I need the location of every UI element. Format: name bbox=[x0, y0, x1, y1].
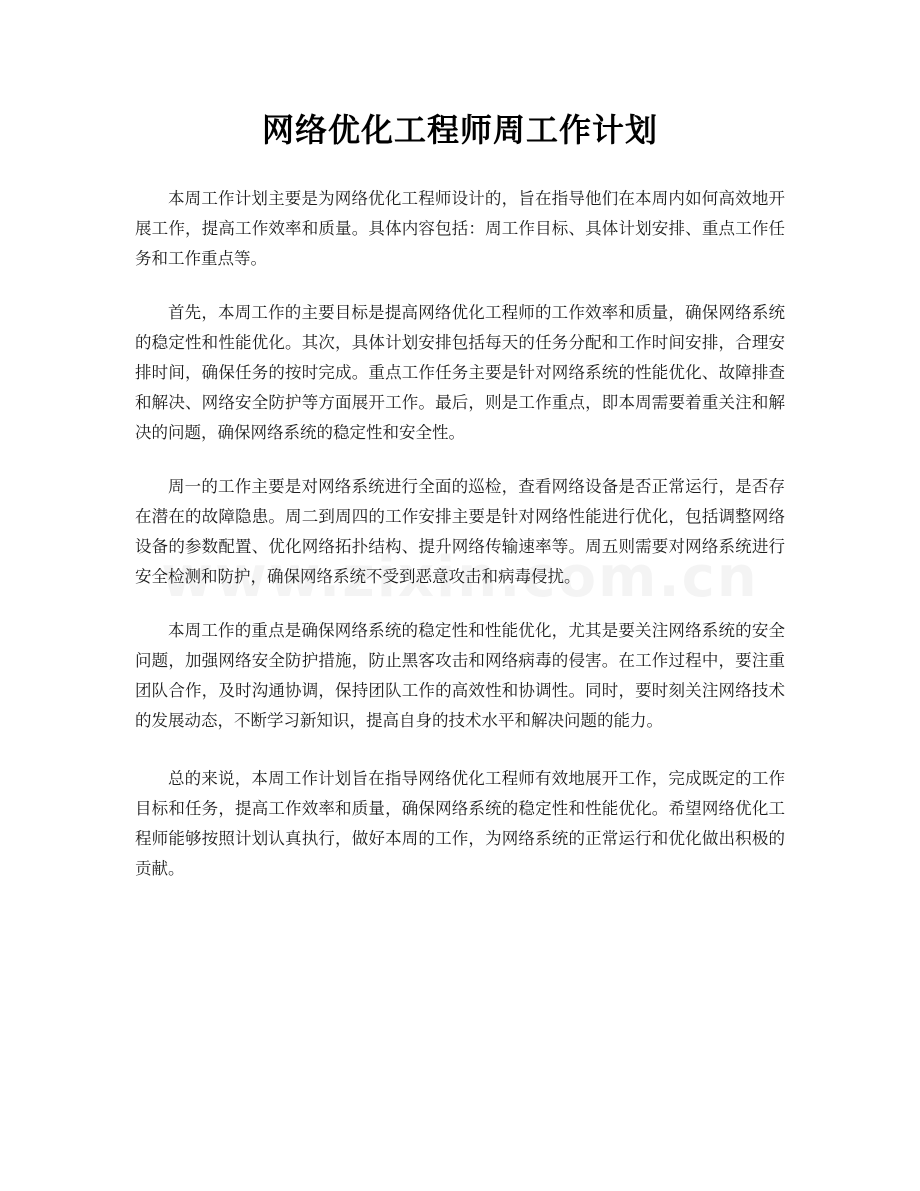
paragraph-focus: 本周工作的重点是确保网络系统的稳定性和性能优化，尤其是要关注网络系统的安全问题，加强网络安全防护措施，防止黑客攻击和网络病毒的侵害。在工作过程中，要注重团队合作，及时沟通协调，保持团队工作的高效性和协调性。同时，要时刻关注网络技术的发展动态，不断学习新知识，提高自身的技术水平和解决问题的能力。 bbox=[135, 621, 785, 730]
paragraph-summary: 总的来说，本周工作计划旨在指导网络优化工程师有效地展开工作，完成既定的工作目标和任务，提高工作效率和质量，确保网络系统的稳定性和性能优化。希望网络优化工程师能够按照计划认真执行，做好本周的工作，为网络系统的正常运行和优化做出积极的贡献。 bbox=[135, 769, 785, 878]
paragraph-schedule: 周一的工作主要是对网络系统进行全面的巡检，查看网络设备是否正常运行，是否存在潜在的故障隐患。周二到周四的工作安排主要是针对网络性能进行优化，包括调整网络设备的参数配置、优化网络拓扑结构、提升网络传输速率等。周五则需要对网络系统进行安全检测和防护，确保网络系统不受到恶意攻击和病毒侵扰。 bbox=[135, 477, 785, 586]
document-body bbox=[135, 184, 785, 908]
document-title: 网络优化工程师周工作计划 bbox=[261, 111, 658, 149]
paragraph-goals: 首先，本周工作的主要目标是提高网络优化工程师的工作效率和质量，确保网络系统的稳定性和性能优化。其次，具体计划安排包括每天的任务分配和工作时间安排，合理安排时间，确保任务的按时完成。重点工作任务主要是针对网络系统的性能优化、故障排查和解决、网络安全防护等方面展开工作。最后，则是工作重点，即本周需要着重关注和解决的问题，确保网络系统的稳定性和安全性。 bbox=[135, 303, 785, 442]
paragraph-intro: 本周工作计划主要是为网络优化工程师设计的，旨在指导他们在本周内如何高效地开展工作，提高工作效率和质量。具体内容包括：周工作目标、具体计划安排、重点工作任务和工作重点等。 bbox=[135, 189, 785, 268]
